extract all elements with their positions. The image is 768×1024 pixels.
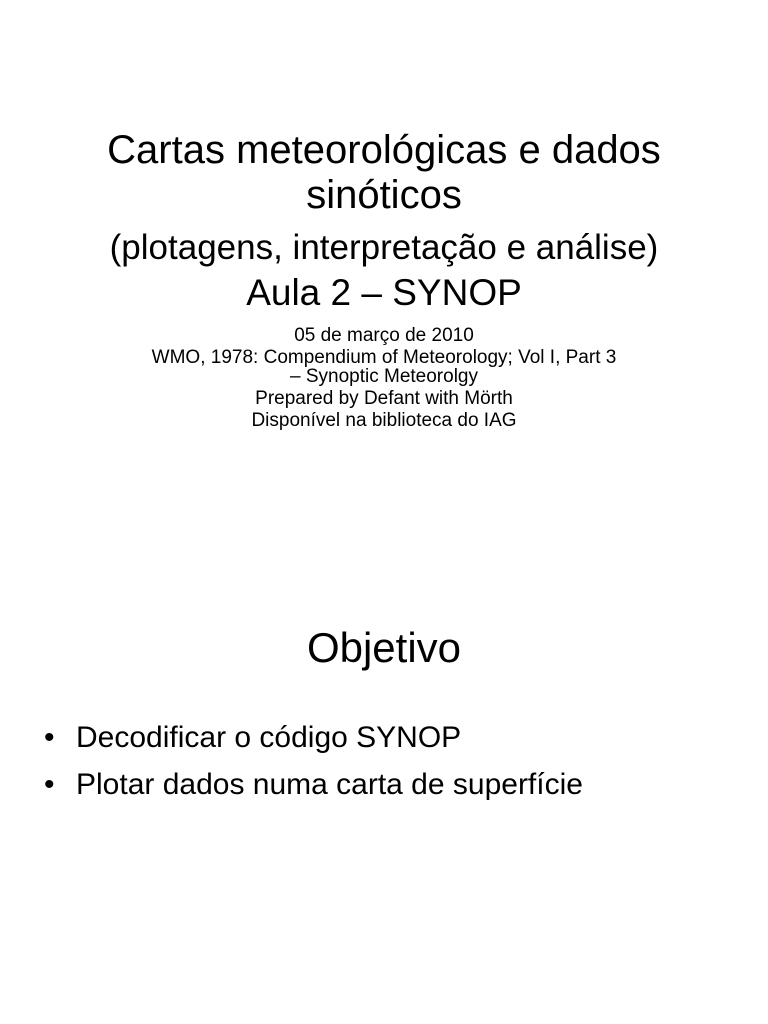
list-item-text: Decodificar o código SYNOP <box>76 721 462 754</box>
slide-title <box>0 128 768 218</box>
objective-title: Objetivo <box>306 624 462 671</box>
availability-text: Disponível na biblioteca do IAG <box>251 410 517 431</box>
objective-list <box>44 714 583 808</box>
slide-subtitle: (plotagens, interpretação e análise) <box>109 228 659 267</box>
list-item <box>44 714 583 761</box>
bullet-icon: • <box>44 721 55 754</box>
slide-title-line-1: Cartas meteorológicas e dados <box>107 128 661 172</box>
list-item-text: Plotar dados numa carta de superfície <box>76 768 583 801</box>
bullet-icon: • <box>44 768 55 801</box>
reference-line-2: – Synoptic Meteorolgy <box>290 366 478 387</box>
slide-metadata <box>0 326 768 430</box>
date-text: 05 de março de 2010 <box>294 325 474 346</box>
list-item <box>44 761 583 808</box>
lesson-title: Aula 2 – SYNOP <box>246 272 522 313</box>
slide-title-line-2: sinóticos <box>306 173 462 217</box>
prepared-by-text: Prepared by Defant with Mörth <box>255 388 513 409</box>
reference-line-1: WMO, 1978: Compendium of Meteorology; Vol I, Part 3 <box>151 347 617 368</box>
